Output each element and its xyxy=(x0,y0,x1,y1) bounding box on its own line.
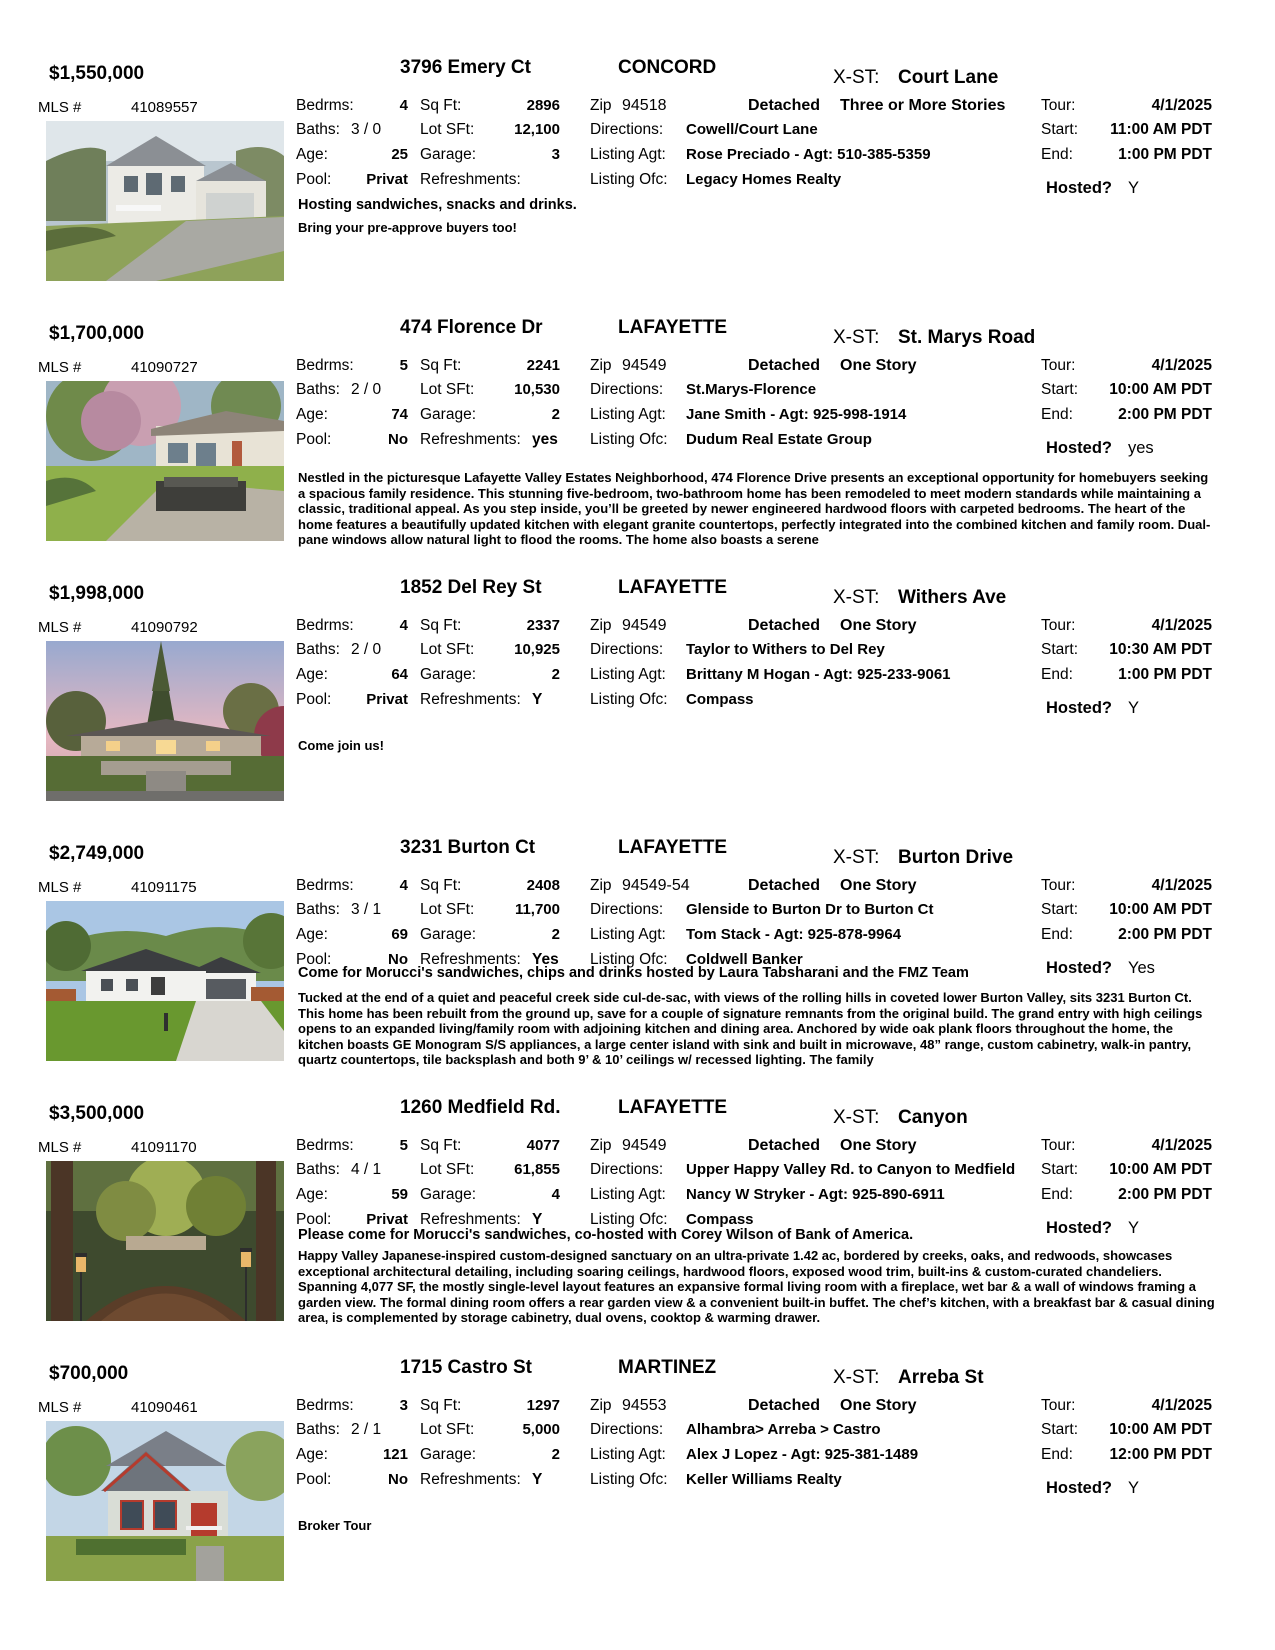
listing-note: Come join us! xyxy=(298,738,384,753)
listing-price: $1,550,000 xyxy=(49,63,145,84)
lot-value: 10,530 xyxy=(514,381,560,398)
bedrooms-label: Bedrms: xyxy=(296,617,354,634)
end-label: End: xyxy=(1041,1186,1073,1203)
mls-number: 41090461 xyxy=(131,1399,198,1416)
office-value: Keller Williams Realty xyxy=(686,1471,842,1488)
refreshments-label: Refreshments: xyxy=(420,951,521,968)
mls-label: MLS # xyxy=(38,619,82,636)
listing-description: Tucked at the end of a quiet and peaceful creek side cul-de-sac, with views of the rolling hills in coveted lower Burton Valley, sits 3231 Burton Ct. This home has been rebuilt from the ground up, save for a couple of signature remnants from the original build. The grand entry with high ceilings opens to an expanded living/family room with adjoining kitchen and dining area. Anchored by wide oak plank floors throughout the home, the kitchen boasts GE Monogram S/S appliances, a large center island with sink and built in microwave, 48” range, custom cabinetry, walk-in pantry, quartz countertops, tile backsplash and both 9’ & 10’ ceilings w/ recessed lighting. The family xyxy=(298,990,1203,1068)
office-value: Dudum Real Estate Group xyxy=(686,431,872,448)
zip-value: 94518 xyxy=(622,97,667,114)
directions-label: Directions: xyxy=(590,1161,664,1178)
mls-number: 41091170 xyxy=(131,1139,197,1156)
agent-value: Rose Preciado - Agt: 510-385-5359 xyxy=(686,146,931,163)
refreshments-label: Refreshments: xyxy=(420,171,521,188)
lot-value: 61,855 xyxy=(514,1161,560,1178)
zip-label: Zip xyxy=(590,1137,612,1154)
directions-value: Alhambra> Arreba > Castro xyxy=(686,1421,881,1438)
agent-value: Tom Stack - Agt: 925-878-9964 xyxy=(686,926,902,943)
listing-address: 1852 Del Rey St xyxy=(400,577,542,598)
listing-remarks: Hosting sandwiches, snacks and drinks. xyxy=(298,197,577,213)
hosted-label: Hosted? xyxy=(1046,1219,1112,1237)
tour-label: Tour: xyxy=(1041,877,1076,894)
age-label: Age: xyxy=(296,1186,328,1203)
agent-label: Listing Agt: xyxy=(590,1446,666,1463)
agent-label: Listing Agt: xyxy=(590,926,666,943)
zip-label: Zip xyxy=(590,357,612,374)
listing-city: LAFAYETTE xyxy=(618,317,728,338)
wooden-bridge-garden-photo xyxy=(46,1161,284,1321)
listing-price: $1,998,000 xyxy=(49,583,145,604)
agent-label: Listing Agt: xyxy=(590,146,666,163)
bedrooms-label: Bedrms: xyxy=(296,357,354,374)
end-time: 2:00 PM PDT xyxy=(1118,406,1212,423)
zip-value: 94549 xyxy=(622,617,667,634)
cross-street-label: X-ST: xyxy=(833,1107,880,1128)
start-time: 10:30 AM PDT xyxy=(1109,641,1212,658)
start-label: Start: xyxy=(1041,1421,1079,1438)
refreshments-label: Refreshments: xyxy=(420,691,521,708)
hosted-value: Yes xyxy=(1128,959,1155,977)
bedrooms-label: Bedrms: xyxy=(296,97,354,114)
property-style: One Story xyxy=(840,1397,917,1414)
tour-label: Tour: xyxy=(1041,617,1076,634)
listing-remarks: Come for Morucci's sandwiches, chips and drinks hosted by Laura Tabsharani and the FMZ Team xyxy=(298,965,969,981)
mls-label: MLS # xyxy=(38,99,82,116)
age-label: Age: xyxy=(296,666,328,683)
white-ranch-house-photo xyxy=(46,901,284,1061)
sqft-value: 2241 xyxy=(526,357,560,374)
garage-value: 2 xyxy=(551,406,560,423)
end-label: End: xyxy=(1041,406,1073,423)
agent-label: Listing Agt: xyxy=(590,1186,666,1203)
bedrooms-value: 3 xyxy=(399,1397,408,1414)
garage-label: Garage: xyxy=(420,1446,477,1463)
pool-value: No xyxy=(388,431,408,448)
office-label: Listing Ofc: xyxy=(590,431,668,448)
mls-number: 41089557 xyxy=(131,99,198,116)
property-type: Detached xyxy=(748,617,821,634)
tour-date: 4/1/2025 xyxy=(1151,97,1212,114)
start-label: Start: xyxy=(1041,1161,1079,1178)
pool-label: Pool: xyxy=(296,951,332,968)
pool-label: Pool: xyxy=(296,1471,332,1488)
mls-label: MLS # xyxy=(38,1139,82,1156)
directions-label: Directions: xyxy=(590,1421,664,1438)
listing-city: LAFAYETTE xyxy=(618,837,728,858)
age-value: 25 xyxy=(391,146,408,163)
lot-label: Lot SFt: xyxy=(420,1161,475,1178)
directions-value: Upper Happy Valley Rd. to Canyon to Medfield xyxy=(686,1161,1016,1178)
mls-label: MLS # xyxy=(38,359,82,376)
hosted-label: Hosted? xyxy=(1046,699,1112,717)
start-label: Start: xyxy=(1041,381,1079,398)
office-label: Listing Ofc: xyxy=(590,951,668,968)
tour-label: Tour: xyxy=(1041,357,1076,374)
hosted-label: Hosted? xyxy=(1046,959,1112,977)
mls-number: 41090727 xyxy=(131,359,198,376)
directions-label: Directions: xyxy=(590,381,664,398)
pool-value: No xyxy=(388,1471,408,1488)
directions-label: Directions: xyxy=(590,641,664,658)
mls-number: 41091175 xyxy=(131,879,197,896)
agent-value: Brittany M Hogan - Agt: 925-233-9061 xyxy=(686,666,951,683)
cross-street-label: X-ST: xyxy=(833,67,880,88)
pool-value: Privat xyxy=(366,1211,408,1228)
listing-card xyxy=(0,313,1275,561)
listing-city: CONCORD xyxy=(618,57,717,78)
zip-label: Zip xyxy=(590,877,612,894)
refreshments-value: Y xyxy=(532,691,543,708)
listing-card xyxy=(0,1093,1275,1341)
cross-street-label: X-ST: xyxy=(833,1367,880,1388)
cross-street-value: Arreba St xyxy=(898,1367,984,1388)
refreshments-value: Y xyxy=(532,1471,543,1488)
bedrooms-value: 4 xyxy=(399,617,408,634)
baths-value: 2 / 0 xyxy=(351,381,382,398)
office-label: Listing Ofc: xyxy=(590,171,668,188)
listing-city: MARTINEZ xyxy=(618,1357,717,1378)
start-time: 10:00 AM PDT xyxy=(1109,381,1212,398)
agent-label: Listing Agt: xyxy=(590,666,666,683)
tour-date: 4/1/2025 xyxy=(1151,357,1212,374)
listing-card xyxy=(0,1353,1275,1601)
directions-label: Directions: xyxy=(590,901,664,918)
property-type: Detached xyxy=(748,1397,821,1414)
directions-label: Directions: xyxy=(590,121,664,138)
pool-label: Pool: xyxy=(296,431,332,448)
property-style: Three or More Stories xyxy=(840,97,1006,114)
baths-value: 2 / 1 xyxy=(351,1421,382,1438)
listing-card xyxy=(0,53,1275,301)
sqft-value: 2337 xyxy=(526,617,560,634)
listing-description: Happy Valley Japanese-inspired custom-designed sanctuary on an ultra-private 1.42 ac, bordered by creeks, oaks, and redwoods, showcases exceptional architectural detailing, including soaring ceilings, hardwood floors, exposed wood trim, built-ins & custom-curated chandeliers. Spanning 4,077 SF, the mostly single-level layout features an expansive formal living room with a fireplace, wet bar & a wall of windows framing a garden view. The formal dining room offers a rear garden view & a convenient built-in buffet. The chef’s kitchen, with a breakfast bar & casual dining area, is complemented by storage cabinetry, dual ovens, cooktop & warming drawer. xyxy=(298,1248,1215,1326)
baths-label: Baths: xyxy=(296,121,340,138)
office-value: Compass xyxy=(686,1211,754,1228)
baths-value: 2 / 0 xyxy=(351,641,382,658)
office-label: Listing Ofc: xyxy=(590,691,668,708)
listing-note: Broker Tour xyxy=(298,1518,372,1533)
sqft-label: Sq Ft: xyxy=(420,1397,462,1414)
age-value: 59 xyxy=(391,1186,408,1203)
garage-label: Garage: xyxy=(420,926,477,943)
end-label: End: xyxy=(1041,146,1073,163)
start-label: Start: xyxy=(1041,121,1079,138)
cross-street-value: Withers Ave xyxy=(898,587,1007,608)
sqft-label: Sq Ft: xyxy=(420,97,462,114)
bedrooms-value: 4 xyxy=(399,877,408,894)
directions-value: Cowell/Court Lane xyxy=(686,121,818,138)
end-time: 2:00 PM PDT xyxy=(1118,926,1212,943)
hosted-value: yes xyxy=(1128,439,1154,457)
garage-value: 4 xyxy=(551,1186,560,1203)
cross-street-label: X-ST: xyxy=(833,847,880,868)
start-time: 10:00 AM PDT xyxy=(1109,1421,1212,1438)
zip-value: 94549 xyxy=(622,1137,667,1154)
listing-card xyxy=(0,833,1275,1081)
lot-label: Lot SFt: xyxy=(420,1421,475,1438)
hosted-label: Hosted? xyxy=(1046,439,1112,457)
garage-value: 3 xyxy=(551,146,560,163)
bedrooms-value: 5 xyxy=(399,357,408,374)
hosted-value: Y xyxy=(1128,1479,1140,1497)
end-time: 1:00 PM PDT xyxy=(1118,146,1212,163)
start-label: Start: xyxy=(1041,641,1079,658)
agent-value: Jane Smith - Agt: 925-998-1914 xyxy=(686,406,907,423)
hosted-value: Y xyxy=(1128,699,1140,717)
cross-street-value: Burton Drive xyxy=(898,847,1014,868)
pool-value: No xyxy=(388,951,408,968)
listing-remarks: Please come for Morucci's sandwiches, co-hosted with Corey Wilson of Bank of America. xyxy=(298,1227,914,1243)
tour-date: 4/1/2025 xyxy=(1151,1397,1212,1414)
sqft-value: 2896 xyxy=(526,97,560,114)
office-value: Compass xyxy=(686,691,754,708)
listing-price: $700,000 xyxy=(49,1363,129,1384)
sqft-label: Sq Ft: xyxy=(420,617,462,634)
property-type: Detached xyxy=(748,357,821,374)
property-type: Detached xyxy=(748,1137,821,1154)
end-time: 12:00 PM PDT xyxy=(1109,1446,1212,1463)
tour-label: Tour: xyxy=(1041,97,1076,114)
garage-label: Garage: xyxy=(420,406,477,423)
baths-label: Baths: xyxy=(296,641,340,658)
baths-label: Baths: xyxy=(296,901,340,918)
listing-address: 3231 Burton Ct xyxy=(400,837,536,858)
end-time: 1:00 PM PDT xyxy=(1118,666,1212,683)
property-style: One Story xyxy=(840,877,917,894)
start-time: 10:00 AM PDT xyxy=(1109,1161,1212,1178)
lot-label: Lot SFt: xyxy=(420,121,475,138)
directions-value: St.Marys-Florence xyxy=(686,381,817,398)
listing-card xyxy=(0,573,1275,821)
pool-value: Privat xyxy=(366,171,408,188)
age-label: Age: xyxy=(296,146,328,163)
listing-address: 1260 Medfield Rd. xyxy=(400,1097,561,1118)
cross-street-value: Canyon xyxy=(898,1107,968,1128)
listing-address: 474 Florence Dr xyxy=(400,317,543,338)
two-story-house-photo xyxy=(46,121,284,281)
listing-address: 3796 Emery Ct xyxy=(400,57,531,78)
zip-label: Zip xyxy=(590,617,612,634)
age-value: 121 xyxy=(382,1446,408,1463)
refreshments-value: yes xyxy=(532,431,558,448)
refreshments-label: Refreshments: xyxy=(420,1211,521,1228)
listing-city: LAFAYETTE xyxy=(618,1097,728,1118)
end-label: End: xyxy=(1041,926,1073,943)
garage-value: 2 xyxy=(551,926,560,943)
zip-label: Zip xyxy=(590,97,612,114)
zip-value: 94549-54 xyxy=(622,877,690,894)
lot-value: 11,700 xyxy=(514,901,560,918)
pool-label: Pool: xyxy=(296,691,332,708)
sqft-label: Sq Ft: xyxy=(420,1137,462,1154)
mls-number: 41090792 xyxy=(131,619,198,636)
bedrooms-value: 5 xyxy=(399,1137,408,1154)
age-label: Age: xyxy=(296,1446,328,1463)
property-type: Detached xyxy=(748,877,821,894)
lot-value: 12,100 xyxy=(514,121,560,138)
age-value: 74 xyxy=(391,406,408,423)
lot-label: Lot SFt: xyxy=(420,901,475,918)
lot-label: Lot SFt: xyxy=(420,641,475,658)
age-value: 64 xyxy=(391,666,408,683)
lot-value: 10,925 xyxy=(514,641,560,658)
sqft-label: Sq Ft: xyxy=(420,877,462,894)
pool-label: Pool: xyxy=(296,171,332,188)
bedrooms-label: Bedrms: xyxy=(296,1397,354,1414)
age-label: Age: xyxy=(296,406,328,423)
directions-value: Taylor to Withers to Del Rey xyxy=(686,641,885,658)
agent-value: Nancy W Stryker - Agt: 925-890-6911 xyxy=(686,1186,945,1203)
tour-date: 4/1/2025 xyxy=(1151,617,1212,634)
end-label: End: xyxy=(1041,1446,1073,1463)
directions-value: Glenside to Burton Dr to Burton Ct xyxy=(686,901,934,918)
baths-label: Baths: xyxy=(296,381,340,398)
cross-street-label: X-ST: xyxy=(833,587,880,608)
listing-price: $3,500,000 xyxy=(49,1103,145,1124)
cross-street-label: X-ST: xyxy=(833,327,880,348)
zip-value: 94549 xyxy=(622,357,667,374)
listing-note: Bring your pre-approve buyers too! xyxy=(298,220,517,235)
mls-label: MLS # xyxy=(38,1399,82,1416)
baths-value: 4 / 1 xyxy=(351,1161,382,1178)
age-value: 69 xyxy=(391,926,408,943)
garage-label: Garage: xyxy=(420,666,477,683)
property-style: One Story xyxy=(840,357,917,374)
bedrooms-label: Bedrms: xyxy=(296,877,354,894)
garage-value: 2 xyxy=(551,1446,560,1463)
office-value: Coldwell Banker xyxy=(686,951,803,968)
start-time: 11:00 AM PDT xyxy=(1110,121,1212,138)
refreshments-label: Refreshments: xyxy=(420,431,521,448)
start-label: Start: xyxy=(1041,901,1079,918)
backyard-patio-photo xyxy=(46,381,284,541)
garage-value: 2 xyxy=(551,666,560,683)
office-label: Listing Ofc: xyxy=(590,1471,668,1488)
bedrooms-value: 4 xyxy=(399,97,408,114)
cross-street-value: St. Marys Road xyxy=(898,327,1036,348)
garage-label: Garage: xyxy=(420,146,477,163)
agent-label: Listing Agt: xyxy=(590,406,666,423)
refreshments-label: Refreshments: xyxy=(420,1471,521,1488)
tour-date: 4/1/2025 xyxy=(1151,877,1212,894)
zip-label: Zip xyxy=(590,1397,612,1414)
listing-description: Nestled in the picturesque Lafayette Valley Estates Neighborhood, 474 Florence Drive presents an exceptional opportunity for homebuyers seeking a spacious family residence. This stunning five-bedroom, two-bathroom home has been remodeled to meet modern standards while maintaining a classic, traditional appeal. As you step inside, you’ll be greeted by newer engineered hardwood floors with carpeted bedrooms. The heart of the home features a beautifully updated kitchen with elegant granite countertops, perfectly integrated into the combined kitchen and family room. Dual-pane windows allow natural light to flood the rooms. The home also boasts a serene xyxy=(298,470,1211,548)
office-label: Listing Ofc: xyxy=(590,1211,668,1228)
baths-value: 3 / 0 xyxy=(351,121,382,138)
baths-label: Baths: xyxy=(296,1161,340,1178)
garage-label: Garage: xyxy=(420,1186,477,1203)
tour-label: Tour: xyxy=(1041,1397,1076,1414)
baths-label: Baths: xyxy=(296,1421,340,1438)
sqft-value: 2408 xyxy=(526,877,560,894)
lot-label: Lot SFt: xyxy=(420,381,475,398)
cross-street-value: Court Lane xyxy=(898,67,999,88)
lot-value: 5,000 xyxy=(522,1421,560,1438)
property-style: One Story xyxy=(840,1137,917,1154)
tour-date: 4/1/2025 xyxy=(1151,1137,1212,1154)
refreshments-value: Y xyxy=(532,1211,543,1228)
office-value: Legacy Homes Realty xyxy=(686,171,842,188)
hosted-label: Hosted? xyxy=(1046,1479,1112,1497)
baths-value: 3 / 1 xyxy=(351,901,382,918)
pool-value: Privat xyxy=(366,691,408,708)
bedrooms-label: Bedrms: xyxy=(296,1137,354,1154)
pool-label: Pool: xyxy=(296,1211,332,1228)
sqft-value: 1297 xyxy=(526,1397,560,1414)
tour-label: Tour: xyxy=(1041,1137,1076,1154)
agent-value: Alex J Lopez - Agt: 925-381-1489 xyxy=(686,1446,919,1463)
sqft-label: Sq Ft: xyxy=(420,357,462,374)
hosted-label: Hosted? xyxy=(1046,179,1112,197)
end-time: 2:00 PM PDT xyxy=(1118,1186,1212,1203)
age-label: Age: xyxy=(296,926,328,943)
start-time: 10:00 AM PDT xyxy=(1109,901,1212,918)
property-type: Detached xyxy=(748,97,821,114)
listing-city: LAFAYETTE xyxy=(618,577,728,598)
refreshments-value: Yes xyxy=(532,951,559,968)
property-style: One Story xyxy=(840,617,917,634)
listing-address: 1715 Castro St xyxy=(400,1357,533,1378)
mls-label: MLS # xyxy=(38,879,82,896)
victorian-cottage-photo xyxy=(46,1421,284,1581)
end-label: End: xyxy=(1041,666,1073,683)
zip-value: 94553 xyxy=(622,1397,667,1414)
dusk-ranch-house-photo xyxy=(46,641,284,801)
listing-price: $1,700,000 xyxy=(49,323,145,344)
listing-price: $2,749,000 xyxy=(49,843,145,864)
hosted-value: Y xyxy=(1128,179,1140,197)
sqft-value: 4077 xyxy=(526,1137,560,1154)
hosted-value: Y xyxy=(1128,1219,1140,1237)
